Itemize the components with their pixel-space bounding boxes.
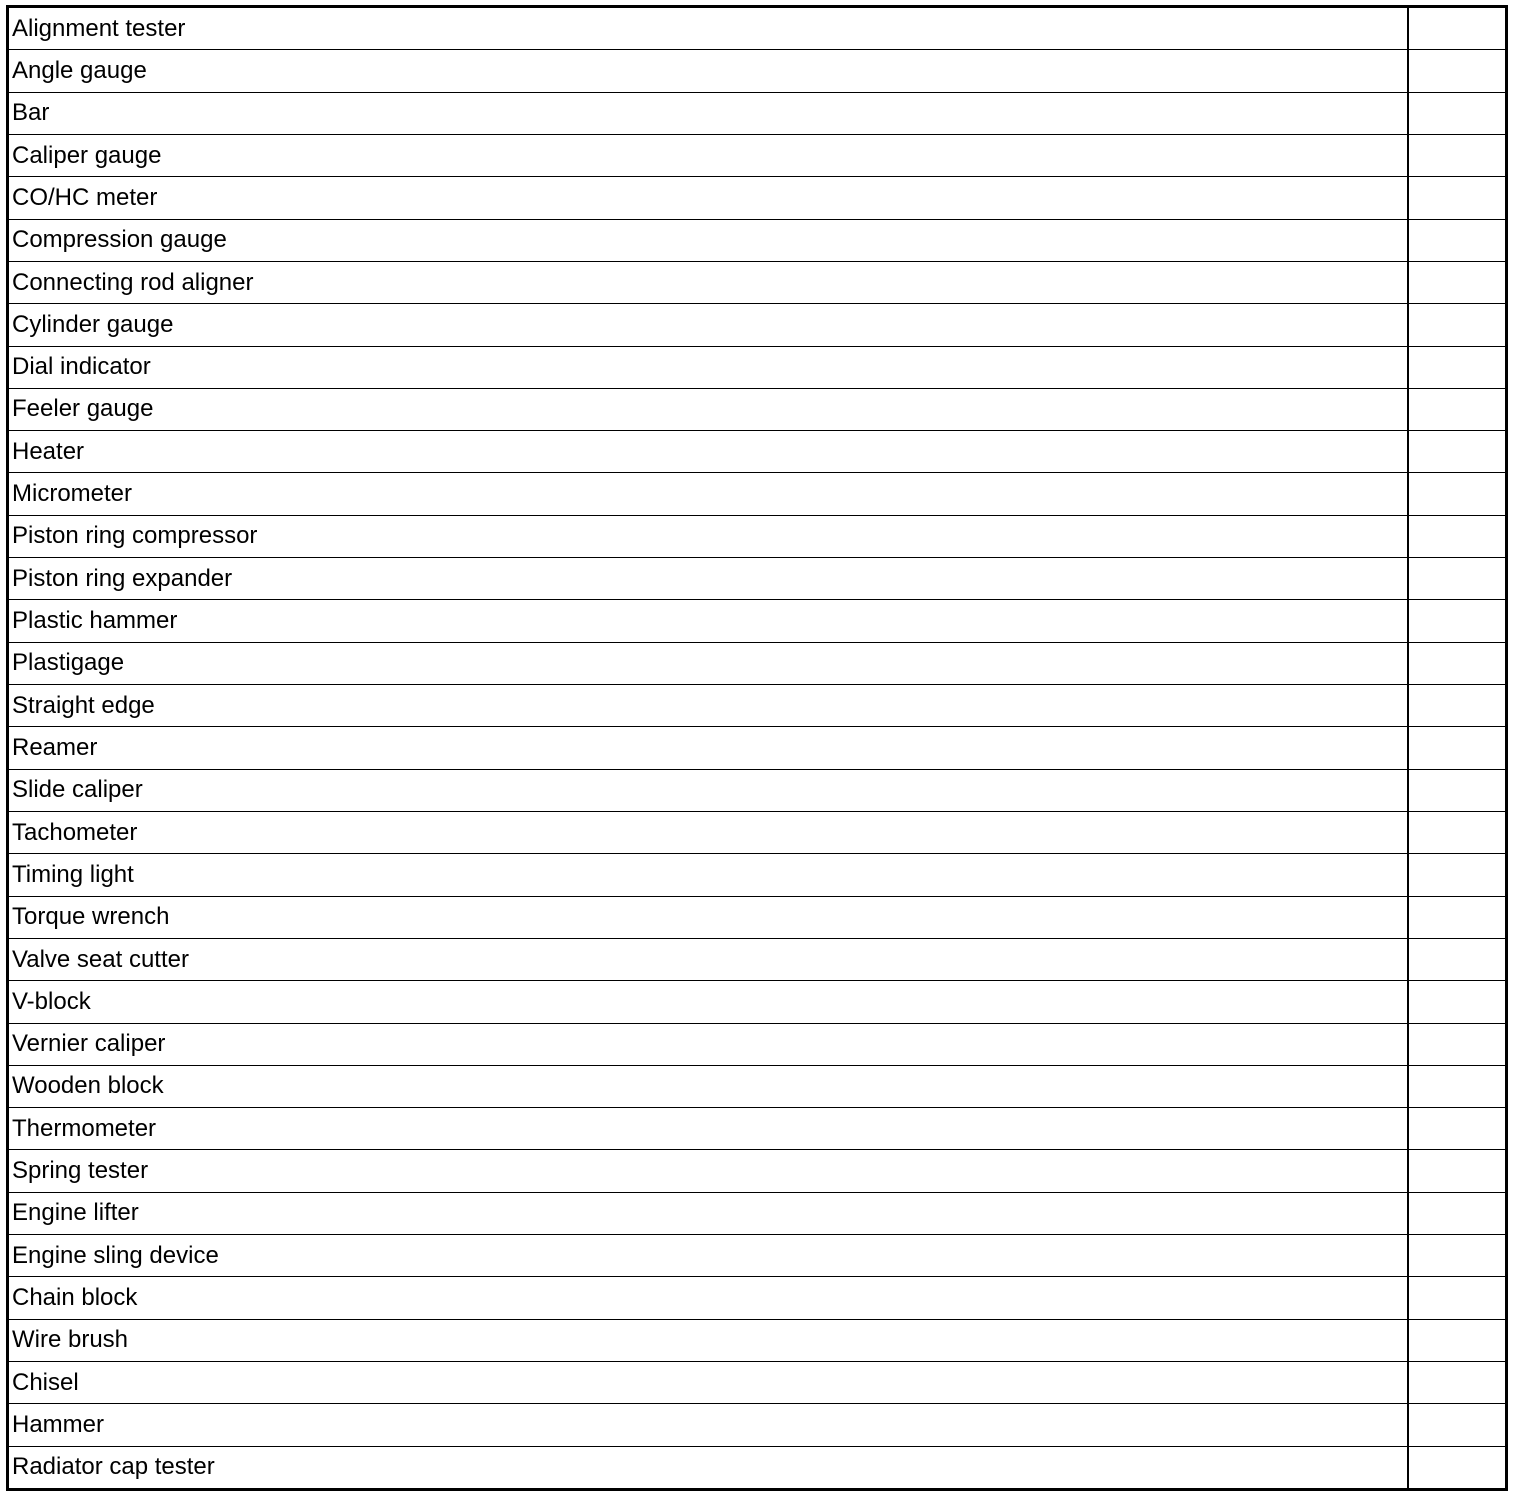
check-cell[interactable]: [1409, 1447, 1505, 1488]
tool-name: Connecting rod aligner: [9, 262, 1409, 303]
check-cell[interactable]: [1409, 854, 1505, 895]
table-row: [9, 516, 1505, 558]
table-row: [9, 600, 1505, 642]
tool-name: Engine lifter: [9, 1193, 1409, 1234]
table-row: [9, 389, 1505, 431]
check-cell[interactable]: [1409, 897, 1505, 938]
check-cell[interactable]: [1409, 93, 1505, 134]
table-row: [9, 685, 1505, 727]
table-row: [9, 812, 1505, 854]
table-row: [9, 8, 1505, 50]
table-row: [9, 1447, 1505, 1488]
table-row: [9, 1404, 1505, 1446]
table-row: [9, 135, 1505, 177]
tool-name: Chisel: [9, 1362, 1409, 1403]
check-cell[interactable]: [1409, 1108, 1505, 1149]
table-row: [9, 93, 1505, 135]
tool-name: Valve seat cutter: [9, 939, 1409, 980]
tool-name: Micrometer: [9, 473, 1409, 514]
check-cell[interactable]: [1409, 981, 1505, 1022]
check-cell[interactable]: [1409, 600, 1505, 641]
check-cell[interactable]: [1409, 135, 1505, 176]
tool-name: Piston ring expander: [9, 558, 1409, 599]
check-cell[interactable]: [1409, 389, 1505, 430]
tool-name: Plastic hammer: [9, 600, 1409, 641]
tool-name: Compression gauge: [9, 220, 1409, 261]
check-cell[interactable]: [1409, 939, 1505, 980]
table-row: [9, 262, 1505, 304]
check-cell[interactable]: [1409, 1066, 1505, 1107]
tool-name: Slide caliper: [9, 770, 1409, 811]
tool-name: Spring tester: [9, 1150, 1409, 1191]
tool-name: Hammer: [9, 1404, 1409, 1445]
tool-name: Reamer: [9, 727, 1409, 768]
table-row: [9, 220, 1505, 262]
check-cell[interactable]: [1409, 220, 1505, 261]
table-row: [9, 304, 1505, 346]
tool-name: Chain block: [9, 1277, 1409, 1318]
check-cell[interactable]: [1409, 1277, 1505, 1318]
check-cell[interactable]: [1409, 473, 1505, 514]
tool-name: Tachometer: [9, 812, 1409, 853]
tool-table: [6, 5, 1508, 1491]
tool-name: Plastigage: [9, 643, 1409, 684]
check-cell[interactable]: [1409, 1235, 1505, 1276]
table-row: [9, 981, 1505, 1023]
table-row: [9, 1150, 1505, 1192]
check-cell[interactable]: [1409, 812, 1505, 853]
tool-name: Engine sling device: [9, 1235, 1409, 1276]
check-cell[interactable]: [1409, 1024, 1505, 1065]
table-row: [9, 643, 1505, 685]
table-row: [9, 897, 1505, 939]
check-cell[interactable]: [1409, 727, 1505, 768]
tool-name: Timing light: [9, 854, 1409, 895]
tool-name: Cylinder gauge: [9, 304, 1409, 345]
table-row: [9, 1362, 1505, 1404]
table-row: [9, 939, 1505, 981]
tool-name: Alignment tester: [9, 8, 1409, 49]
tool-name: V-block: [9, 981, 1409, 1022]
tool-name: Caliper gauge: [9, 135, 1409, 176]
table-row: [9, 473, 1505, 515]
tool-name: Thermometer: [9, 1108, 1409, 1149]
table-row: [9, 1320, 1505, 1362]
table-row: [9, 1277, 1505, 1319]
check-cell[interactable]: [1409, 177, 1505, 218]
check-cell[interactable]: [1409, 431, 1505, 472]
table-row: [9, 1024, 1505, 1066]
check-cell[interactable]: [1409, 262, 1505, 303]
table-row: [9, 727, 1505, 769]
check-cell[interactable]: [1409, 347, 1505, 388]
tool-name: Wooden block: [9, 1066, 1409, 1107]
tool-name: Bar: [9, 93, 1409, 134]
tool-name: Angle gauge: [9, 50, 1409, 91]
table-row: [9, 770, 1505, 812]
table-row: [9, 558, 1505, 600]
table-row: [9, 177, 1505, 219]
check-cell[interactable]: [1409, 1193, 1505, 1234]
tool-name: Straight edge: [9, 685, 1409, 726]
tool-name: Torque wrench: [9, 897, 1409, 938]
table-row: [9, 347, 1505, 389]
tool-name: Vernier caliper: [9, 1024, 1409, 1065]
table-row: [9, 1235, 1505, 1277]
check-cell[interactable]: [1409, 685, 1505, 726]
tool-name: Heater: [9, 431, 1409, 472]
check-cell[interactable]: [1409, 304, 1505, 345]
tool-name: Piston ring compressor: [9, 516, 1409, 557]
check-cell[interactable]: [1409, 50, 1505, 91]
check-cell[interactable]: [1409, 516, 1505, 557]
check-cell[interactable]: [1409, 1150, 1505, 1191]
tool-name: Dial indicator: [9, 347, 1409, 388]
check-cell[interactable]: [1409, 770, 1505, 811]
check-cell[interactable]: [1409, 558, 1505, 599]
tool-name: Radiator cap tester: [9, 1447, 1409, 1488]
table-row: [9, 431, 1505, 473]
tool-name: CO/HC meter: [9, 177, 1409, 218]
check-cell[interactable]: [1409, 643, 1505, 684]
check-cell[interactable]: [1409, 8, 1505, 49]
table-row: [9, 1066, 1505, 1108]
check-cell[interactable]: [1409, 1404, 1505, 1445]
check-cell[interactable]: [1409, 1362, 1505, 1403]
table-row: [9, 1193, 1505, 1235]
table-row: [9, 854, 1505, 896]
tool-name: Wire brush: [9, 1320, 1409, 1361]
table-row: [9, 1108, 1505, 1150]
table-row: [9, 50, 1505, 92]
tool-name: Feeler gauge: [9, 389, 1409, 430]
check-cell[interactable]: [1409, 1320, 1505, 1361]
